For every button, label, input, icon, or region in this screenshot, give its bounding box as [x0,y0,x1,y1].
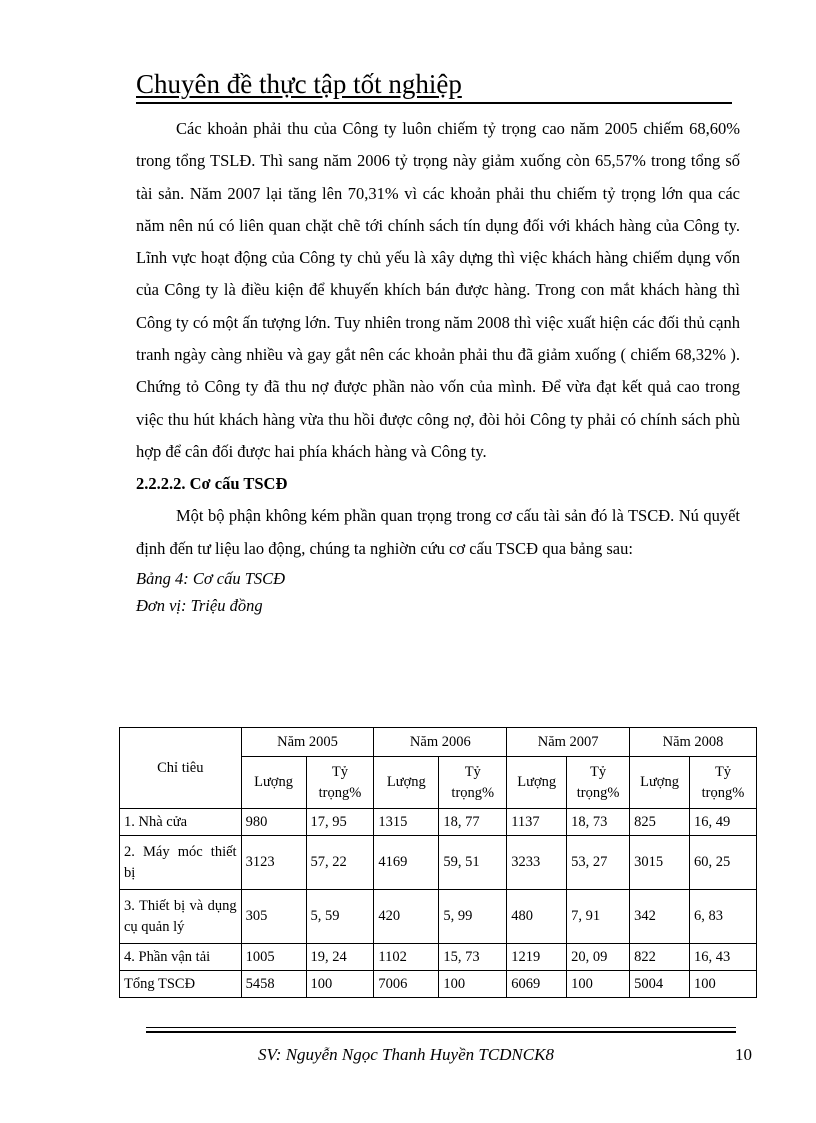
page-title: Chuyên đề thực tập tốt nghiệp [136,69,462,99]
table-cell: 5, 99 [439,890,507,944]
table-total-row [120,971,757,998]
table-cell: 53, 27 [567,836,630,890]
table-cell: 100 [306,971,374,998]
table-cell: 18, 77 [439,809,507,836]
table-row [120,944,757,971]
table-cell: 60, 25 [690,836,757,890]
table-cell: 5, 59 [306,890,374,944]
amount-header: Lượng [241,757,306,809]
row-label: 1. Nhà cửa [120,809,242,836]
table-cell: 5004 [630,971,690,998]
row-label: Tổng TSCĐ [120,971,242,998]
table-cell: 420 [374,890,439,944]
page-number: 10 [735,1045,752,1064]
ratio-header: Tỷ trọng% [567,757,630,809]
criteria-header: Chỉ tiêu [120,728,242,809]
row-label: 4. Phần vận tải [120,944,242,971]
table-cell: 19, 24 [306,944,374,971]
table-cell: 59, 51 [439,836,507,890]
table-cell: 1137 [507,809,567,836]
table-cell: 15, 73 [439,944,507,971]
table-cell: 18, 73 [567,809,630,836]
table-cell: 480 [507,890,567,944]
table-cell: 5458 [241,971,306,998]
table-cell: 1005 [241,944,306,971]
page-header [136,66,732,104]
table-cell: 1315 [374,809,439,836]
table-cell: 100 [439,971,507,998]
table-cell: 305 [241,890,306,944]
table-cell: 342 [630,890,690,944]
table-cell: 100 [690,971,757,998]
footer-author: SV: Nguyễn Ngọc Thanh Huyền TCDNCK8 [258,1045,554,1064]
ratio-header: Tỷ trọng% [306,757,374,809]
table-cell: 980 [241,809,306,836]
year-header: Năm 2008 [630,728,757,757]
ratio-header: Tỷ trọng% [439,757,507,809]
ratio-header: Tỷ trọng% [690,757,757,809]
document-body [136,113,740,619]
receivables-paragraph: Các khoản phải thu của Công ty luôn chiếm tỷ trọng cao năm 2005 chiếm 68,60% trong tổng TSLĐ. Thì sang năm 2006 tỷ trọng này giảm xuống còn 65,57% trong tổng số tài sản. Năm 2007 lại tăng lên 70,31% vì các khoản phải thu chiếm tỷ trọng lớn qua các năm nên nú có liên quan chặt chẽ tới chính sách tín dụng đối với khách hàng của Công ty. Lĩnh vực hoạt động của Công ty chủ yếu là xây dựng thì việc khách hàng chiếm dụng vốn của Công ty là điều kiện để khuyến khích bán được hàng. Trong con mắt khách hàng thì Công ty có một ấn tượng lớn. Tuy nhiên trong năm 2008 thì việc xuất hiện các đối thủ cạnh tranh ngày càng nhiều và gay gắt nên các khoản phải thu đã giảm xuống ( chiếm 68,32% ). Chứng tỏ Công ty đã thu nợ được phần nào vốn của mình. Để vừa đạt kết quả cao trong việc thu hút khách hàng vừa thu hồi được công nợ, đòi hỏi Công ty phải có chính sách phù hợp để cân đối được hai phía khách hàng và Công ty. [136,119,740,461]
table-row [120,836,757,890]
table-cell: 3123 [241,836,306,890]
table-cell: 1102 [374,944,439,971]
table-cell: 7, 91 [567,890,630,944]
row-label: 2. Máy móc thiết bị [120,836,242,890]
amount-header: Lượng [374,757,439,809]
year-header: Năm 2005 [241,728,374,757]
table-cell: 16, 43 [690,944,757,971]
amount-header: Lượng [630,757,690,809]
year-header: Năm 2007 [507,728,630,757]
fixed-asset-structure-table [119,727,757,998]
table-cell: 6, 83 [690,890,757,944]
table-cell: 20, 09 [567,944,630,971]
table-cell: 3015 [630,836,690,890]
table-cell: 7006 [374,971,439,998]
table-cell: 3233 [507,836,567,890]
table-caption: Bảng 4: Cơ cấu TSCĐ [136,568,286,588]
table-cell: 4169 [374,836,439,890]
table-header-row [120,728,757,757]
amount-header: Lượng [507,757,567,809]
table-cell: 100 [567,971,630,998]
table-cell: 57, 22 [306,836,374,890]
year-header: Năm 2006 [374,728,507,757]
unit-note: Đơn vị: Triệu đồng [136,595,263,615]
fixed-assets-paragraph: Một bộ phận không kém phần quan trọng trong cơ cấu tài sản đó là TSCĐ. Nú quyết định đến tư liệu lao động, chúng ta nghiờn cứu cơ cấu TSCĐ qua bảng sau: [136,506,740,558]
table-row [120,809,757,836]
table-cell: 822 [630,944,690,971]
footer-divider [146,1027,736,1033]
table-cell: 17, 95 [306,809,374,836]
section-heading: 2.2.2.2. Cơ cấu TSCĐ [136,474,288,494]
table-cell: 825 [630,809,690,836]
table-cell: 6069 [507,971,567,998]
table-cell: 16, 49 [690,809,757,836]
row-label: 3. Thiết bị và dụng cụ quản lý [120,890,242,944]
table-row [120,890,757,944]
table-cell: 1219 [507,944,567,971]
